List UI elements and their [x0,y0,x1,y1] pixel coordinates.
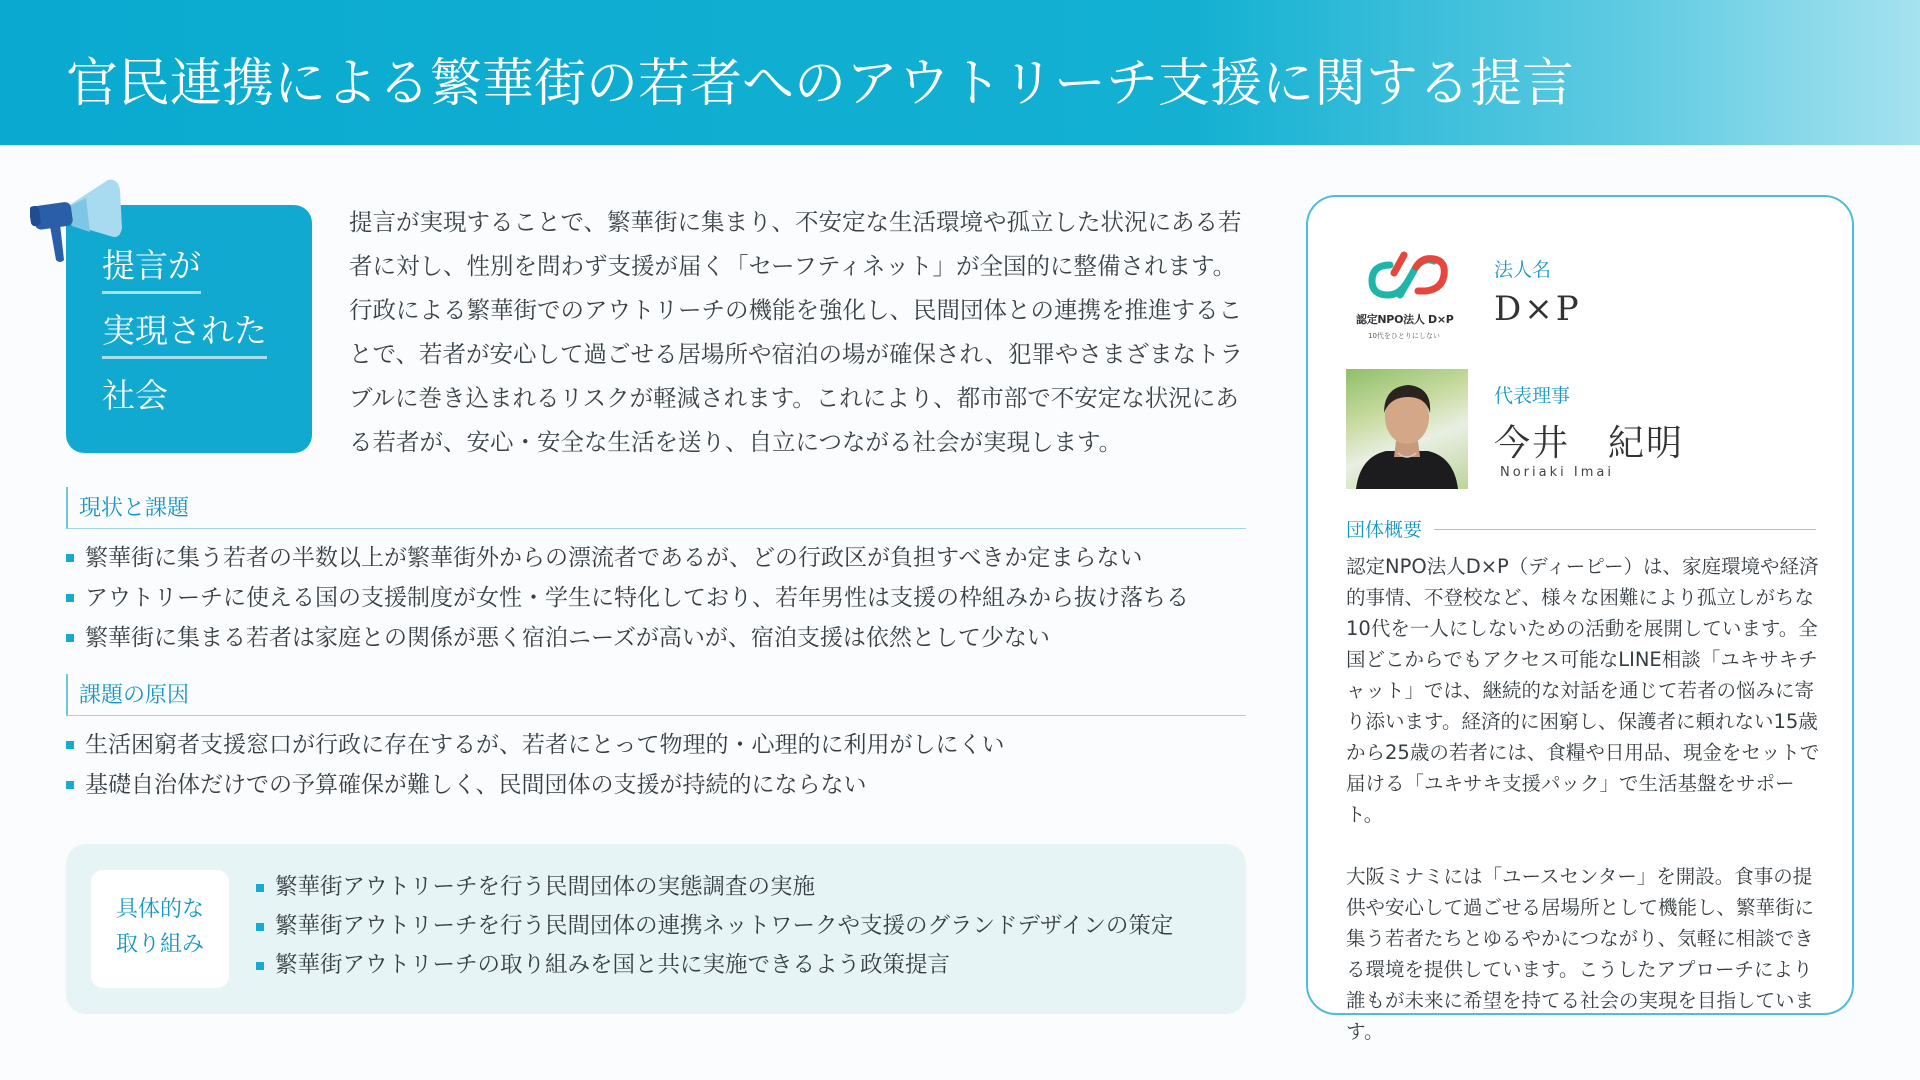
list-item-text: 生活困窮者支援窓口が行政に存在するが、若者にとって物理的・心理的に利用がしにくい [85,732,1005,758]
list-item [256,946,1173,985]
representative-label: 代表理事 [1494,385,1571,407]
corp-name: D×P [1494,289,1582,329]
proposal-text: 提言が実現することで、繁華街に集まり、不安定な生活環境や孤立した状況にある若者に対し、性別を問わず支援が届く「セーフティネット」が全国的に整備されます。行政による繁華街でのアウトリーチの機能を強化し、民間団体との連携を推進することで、若者が安心して過ごせる居場所や宿泊の場が確保され、犯罪やさまざまなトラブルに巻き込まれるリスクが軽減されます。これにより、都市部で不安定な状況にある若者が、安心・安全な生活を送り、自立につながる社会が実現します。 [349,208,1243,456]
organization-logo [1346,237,1468,355]
bullet-square-icon [66,781,74,789]
list-item-text: 繁華街アウトリーチを行う民間団体の実態調査の実施 [275,874,816,900]
representative-name-roman: Noriaki Imai [1500,465,1614,480]
page-title: 官民連携による繁華街の若者へのアウトリーチ支援に関する提言 [66,54,1575,114]
list-item-text: 繁華街に集う若者の半数以上が繁華街外からの漂流者であるが、どの行政区が負担すべきか定まらない [85,545,1143,571]
logo-tagline: 10代をひとりにしない [1368,332,1440,340]
list-item [256,907,1173,946]
causes-title: 課題の原因 [79,683,190,708]
proposal-label-line-1: 提言が [102,243,201,294]
initiatives-list [256,868,1173,985]
dxp-logo-icon [1364,251,1450,305]
current-issues-title: 現状と課題 [79,496,190,521]
causes-heading [66,674,1246,716]
overview-paragraph-2: 大阪ミナミには「ユースセンター」を開設。食事の提供や安心して過ごせる居場所として機能し、繁華街に集う若者たちとゆるやかにつながり、気軽に相談できる環境を提供しています。こうしたアプローチにより誰もが未来に希望を持てる社会の実現を目指しています。 [1346,865,1815,1043]
bullet-square-icon [256,923,264,931]
corp-name-label: 法人名 [1494,259,1552,281]
current-issues-list [66,538,1246,658]
bullet-square-icon [66,741,74,749]
bullet-square-icon [256,884,264,892]
bullet-square-icon [66,594,74,602]
initiatives-label-line-2: 取り組み [115,932,204,957]
causes-list [66,725,1246,805]
overview-paragraph-1: 認定NPO法人D×P（ディーピー）は、家庭環境や経済的事情、不登校など、様々な困難により孤立しがちな10代を一人にしないための活動を展開しています。全国どこからでもアクセス可能なLINE相談「ユキサキチャット」では、継続的な対話を通じて若者の悩みに寄り添います。経済的に困窮し、保護者に頼れない15歳から25歳の若者には、食糧や日用品、現金をセットで届ける「ユキサキ支援パック」で生活基盤をサポート。 [1346,555,1820,826]
proposal-label-line-3: 社会 [102,376,168,415]
representative-photo [1346,369,1468,489]
current-issues-heading [66,487,1246,529]
list-item-text: 繁華街アウトリーチの取り組みを国と共に実施できるよう政策提言 [275,952,951,978]
bullet-square-icon [66,634,74,642]
list-item [256,868,1173,907]
list-item-text: アウトリーチに使える国の支援制度が女性・学生に特化しており、若年男性は支援の枠組みから抜け落ちる [85,585,1189,611]
bullet-square-icon [66,554,74,562]
list-item-text: 繁華街に集まる若者は家庭との関係が悪く宿泊ニーズが高いが、宿泊支援は依然として少ない [85,625,1050,651]
initiatives-label-line-1: 具体的な [115,897,204,922]
initiatives-label [91,870,229,988]
megaphone-icon [30,176,122,266]
list-item [66,578,1246,618]
portrait-image [1346,369,1468,489]
proposal-label [102,243,267,435]
header-banner [0,0,1920,145]
list-item-text: 繁華街アウトリーチを行う民間団体の連携ネットワークや支援のグランドデザインの策定 [275,913,1174,939]
overview-text [1346,551,1822,1078]
list-item [66,725,1246,765]
bullet-square-icon [256,962,264,970]
list-item [66,765,1246,805]
representative-name: 今井 紀明 [1494,423,1685,464]
list-item-text: 基礎自治体だけでの予算確保が難しく、民間団体の支援が持続的にならない [85,772,867,798]
overview-heading [1346,515,1816,545]
proposal-label-line-2: 実現された [102,308,267,359]
logo-wordmark: 認定NPO法人 D×P [1356,313,1454,326]
organization-panel [1306,195,1854,1043]
overview-title: 団体概要 [1346,515,1434,542]
list-item [66,618,1246,658]
initiatives-box [66,844,1246,1014]
list-item [66,538,1246,578]
